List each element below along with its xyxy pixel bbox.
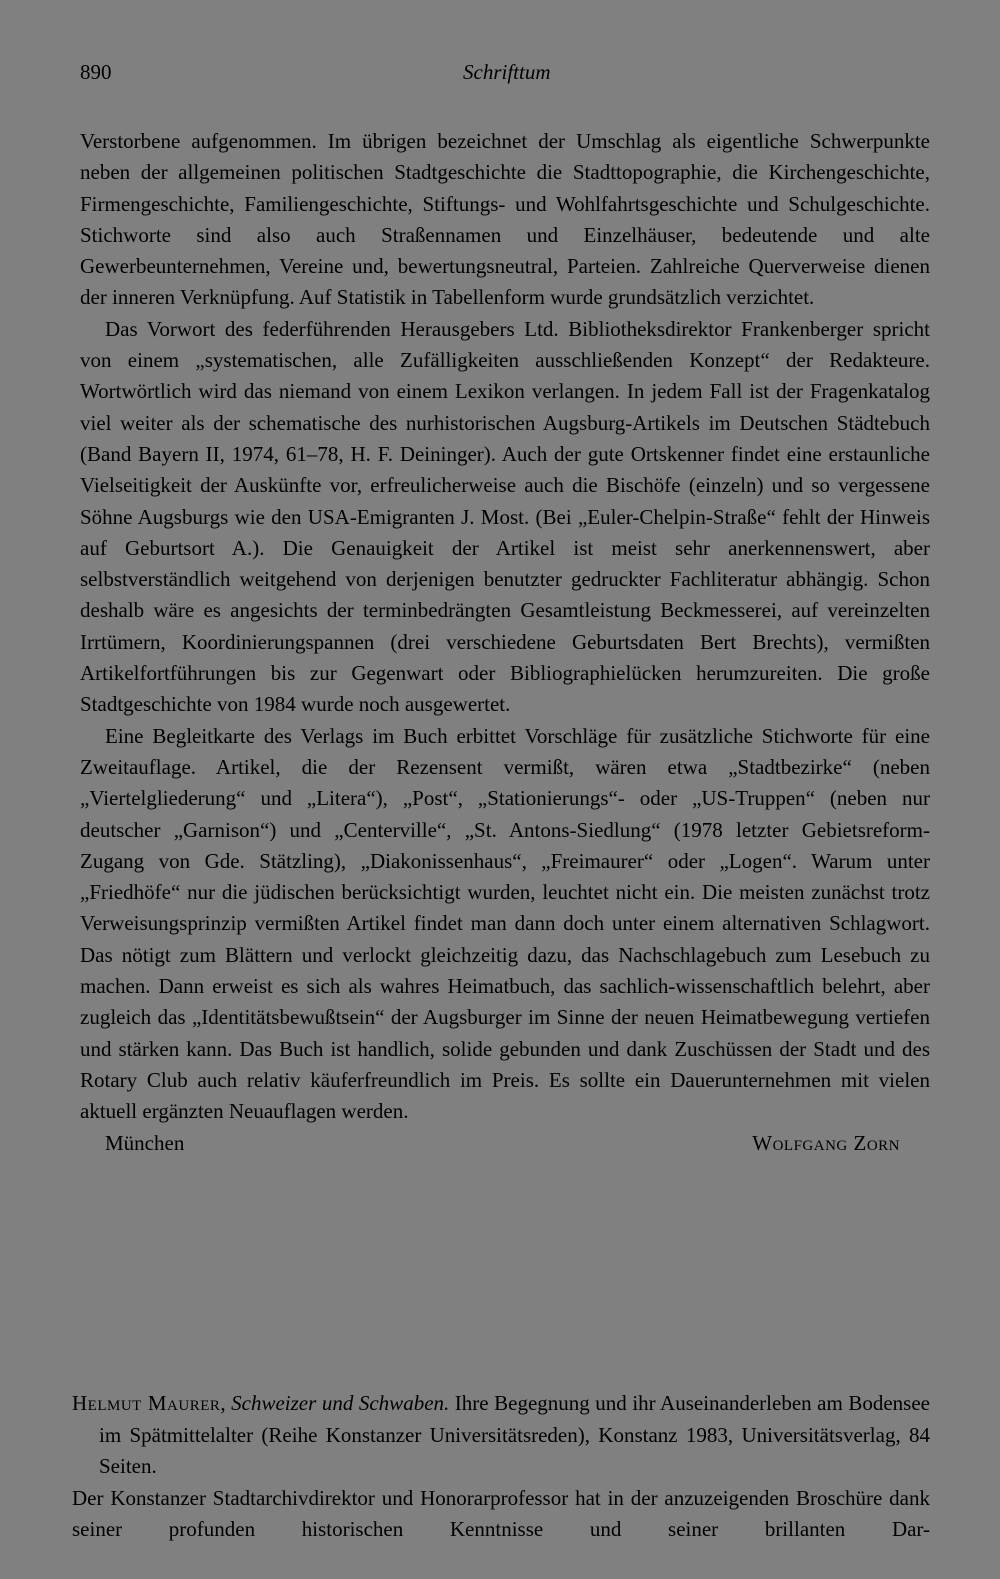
review-zorn: [80, 126, 930, 1159]
paragraph-2: Das Vorwort des federführenden Herausgebers Ltd. Bibliotheksdirektor Frankenberger spricht von einem „systematischen, alle Zufälligkeiten ausschließenden Konzept“ der Redakteure. Wortwörtlich wird das niemand von einem Lexikon verlangen. In jedem Fall ist der Fragenkatalog viel weiter als der schematische des nurhistorischen Augsburg-Artikels im Deutschen Städtebuch (Band Bayern II, 1974, 61–78, H. F. Deininger). Auch der gute Ortskenner findet eine erstaunliche Vielseitigkeit der Auskünfte vor, erfreulicherweise auch die Bischöfe (einzeln) und so vergessene Söhne Augsburgs wie den USA-Emigranten J. Most. (Bei „Euler-Chelpin-Straße“ fehlt der Hinweis auf Geburtsort A.). Die Genauigkeit der Artikel ist meist sehr anerkennenswert, aber selbstverständlich weitgehend von derjenigen benutzter gedruckter Fachliteratur abhängig. Schon deshalb wäre es angesichts der terminbedrängten Gesamtleistung Beckmesserei, auf vereinzelten Irrtümern, Koordinierungspannen (drei verschiedene Geburtsdaten Bert Brechts), vermißten Artikelfortführungen bis zur Gegenwart oder Bibliographielücken herumzureiten. Die große Stadtgeschichte von 1984 wurde noch ausgewertet.: [80, 316, 930, 717]
review-maurer: [72, 1388, 930, 1546]
book-author: Helmut Maurer: [72, 1391, 221, 1415]
book-details: Ihre Begegnung und ihr Auseinanderleben am Bodensee im Spätmittelalter (Reihe Konstanzer Universitätsreden), Konstanz 1983, Universitätsverlag, 84 Seiten.: [99, 1391, 930, 1478]
paragraph-3: Eine Begleitkarte des Verlags im Buch erbittet Vorschläge für zusätzliche Stichworte für eine Zweitauflage. Artikel, die der Rezensent vermißt, wären etwa „Stadtbezirke“ (neben „Viertelgliederung“ und „Litera“), „Post“, „Stationierungs“- oder „US-Truppen“ (neben nur deutscher „Garnison“) und „Centerville“, „St. Antons-Siedlung“ (1978 letzter Gebietsreform-Zugang von Gde. Stätzling), „Diakonissenhaus“, „Freimaurer“ oder „Logen“. Warum unter „Friedhöfe“ nur die jüdischen berücksichtigt wurden, leuchtet nicht ein. Die meisten zunächst trotz Verweisungsprinzip vermißten Artikel findet man dann doch unter einem alternativen Schlagwort. Das nötigt zum Blättern und verlockt gleichzeitig dazu, das Nachschlagebuch zum Lesebuch zu machen. Dann erweist es sich als wahres Heimatbuch, das sachlich-wissenschaftlich belehrt, aber zugleich das „Identitätsbewußtsein“ der Augsburger im Sinne der neuen Heimatbewegung vertiefen und stärken kann. Das Buch ist handlich, solide gebunden und dank Zuschüssen der Stadt und des Rotary Club auch relativ käuferfreundlich im Preis. Es sollte ein Dauerunternehmen mit vielen aktuell ergänzten Neuauflagen werden.: [80, 723, 930, 1124]
bibliographic-entry: Helmut Maurer, Schweizer und Schwaben. Ihre Begegnung und ihr Auseinanderleben am Bodensee im Spätmittelalter (Reihe Konstanzer Universitätsreden), Konstanz 1983, Universitätsverlag, 84 Seiten.: [72, 1391, 930, 1478]
page-header: [80, 60, 930, 90]
signature-place: München: [105, 1130, 185, 1155]
paragraph-1: Verstorbene aufgenommen. Im übrigen bezeichnet der Umschlag als eigentliche Schwerpunkte neben der allgemeinen politischen Stadtgeschichte die Stadttopographie, die Kirchengeschichte, Firmengeschichte, Familiengeschichte, Stiftungs- und Wohlfahrtsgeschichte und Schulgeschichte. Stichworte sind also auch Straßennamen und Einzelhäuser, bedeutende und alte Gewerbeunternehmen, Vereine und, bewertungsneutral, Parteien. Zahlreiche Querverweise dienen der inneren Verknüpfung. Auf Statistik in Tabellenform wurde grundsätzlich verzichtet.: [80, 129, 930, 310]
page-number: 890: [80, 60, 112, 84]
signature-line: [80, 1128, 930, 1159]
book-title: Schweizer und Schwaben.: [231, 1391, 450, 1415]
review-text: Der Konstanzer Stadtarchivdirektor und Honorarprofessor hat in der anzuzeigenden Broschüre dank seiner profunden historischen Kenntnisse und seiner brillanten Dar-: [72, 1485, 930, 1541]
reviewer-name: Wolfgang Zorn: [752, 1130, 900, 1155]
running-title: Schrifttum: [463, 60, 551, 84]
